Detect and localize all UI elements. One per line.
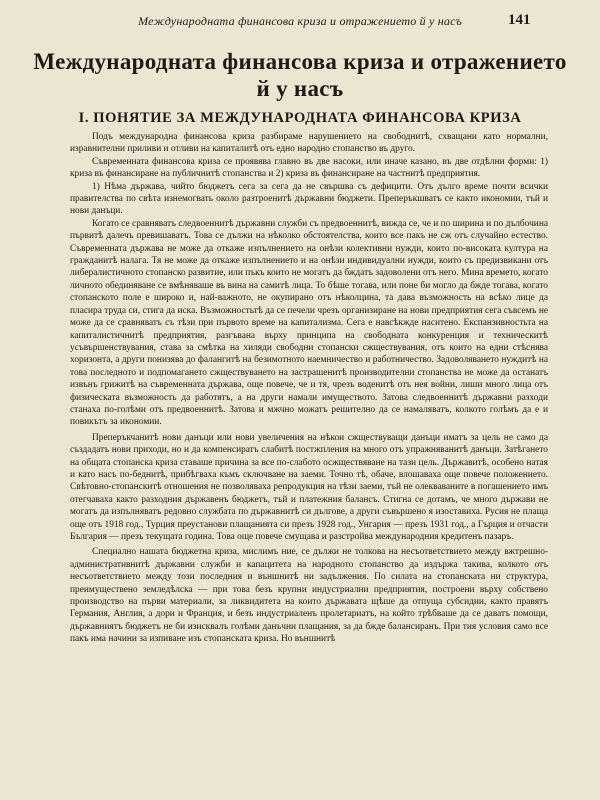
paragraph: Подъ международна финансова криза разбираме нарушението на свободнитѣ, схващани като нормални, изравнителни приливи и отливи на капиталитѣ отъ едно народно стопанство въ друго. [70,132,548,155]
running-head: Международната финансова криза и отражението й у насъ [138,14,462,28]
paragraph: 1) Нѣма държава, чийто бюджетъ сега за сега да не свършва съ дефицити. Отъ дълго време почти всички правителства по свѣта изнемогвать около разтроенитѣ държавни бюджети. Преперъкшватъ се както икономии, тъй и нови данъци. [70,181,548,217]
article-body [70,131,548,646]
paragraph: Преперъкчанитѣ нови данъци или нови увеличения на нѣкои сжществуващи данъци иматъ за цель не само да създадатъ нови приходи, но и да компенсиратъ слабитѣ постжпления на много отъ упражняванитѣ данъци. Затѣгането на общата стопанска криза ставаше причина за все по-слабото осжществяване на тази цель. Държавитѣ, особено натая и като насъ по-беднитѣ, прибѣгваха къмъ сключване на заеми. Точно тѣ, обаче, влошаваха още повече положението. Свѣтовно-стопанскитѣ отношения не позволяваха репродукция на тѣзи заеми, тъй не олекваваните в погашението имъ отегчаваха както разходния държавенъ бюджетъ, тъй и платежния балансъ. Стигна се дотамъ, че много държави не могатъ да изпълняватъ редовно службата по държавнитѣ си дългове, а други съвършено я изоставиха. Русия не плаща още отъ 1918 год., Турция преустанови плащанията си презъ 1928 год., Унгария — презъ 1931 год., а Гърция и отчасти България — презъ текущата година. Това още повече смущава и разстройва международния кредитенъ пазаръ. [70,432,548,542]
page-number: 141 [508,12,531,28]
paragraph: Специално нашата бюджетна криза, мислимъ ние, се дължи не толкова на несъответствието между вжтрешно-административнитѣ държавни служби и капацитета на народното стопанство да издържа такива, колкото отъ несъответствието между този последния и външнитѣ ни задължения. По силата на стопанската ни структура, преимуществено земледѣлска — при това безъ крупни индустриални предприятия, построени върху собствено производство на първи материали, за ликвидитета на които държавата щѣше да отпуща субсидии, както правятъ Германия, Англия, а дори и Франция, и безъ индустриаленъ пролетариатъ, на който трѣбваше да се даватъ помощи, държавниятъ бюджетъ не би изисквалъ голѣми данъчни плащания, за да бжде балансиранъ. При тия условия само все пакъ има начини за изпиване изъ стопанската криза. Но външнитѣ [70,547,548,645]
paragraph: Съвременната финансова криза се проявява главно въ две насоки, или иначе казано, въ две отдѣлни форми: 1) криза въ финансиране на публичнитѣ стопанства и 2) криза въ финансиране на частнитѣ предприятия. [70,156,548,180]
section-heading: I. ПОНЯТИЕ ЗА МЕЖДУНАРОДНАТА ФИНАНСОВА КРИЗА [78,110,522,126]
article-title: Международната финансова криза и отражението й у насъ [33,49,567,101]
paragraph: Когато се сравняватъ следвоеннитѣ държавни служби съ предвоеннитѣ, вижда се, че и по ширина и по дълбочина първитѣ далечъ превишаватъ. Това се дължи на нѣколко обстоятелства, които все пакъ не сж отъ случайно естество. Съвременната държава не може да откаже изпълнението на онѣзи колективни нужди, които по-високата култура на гражданитѣ налага. Тя не може да откаже изпълнението и на онѣзи индивидуални нужди, които съ предизвикани отъ либералистичното стопанско развитие, или пъкъ които не могатъ да бждатъ задоволени отъ него. Мина времето, когато личното обединяване се вмѣняваше въ вина на самитѣ лица. То бѣше тогава, или поне би могло да бжде тогава, когато стопанското поле е широко и, най-важното, не окупирано отъ нѣколцина, та дава възможность на всѣко лице да пласира труда си, стига да иска. Възможностьтѣ да се печели чрезъ организиране на нови предприятия сега съвсемъ не може да се сравняватъ съ тѣзи при първото време на капитализма. Сега е навсѣкжде наситено. Експанзивностьта на капиталистичнитѣ предприятия, разгъвана върху принципа на свободната конкуренция и техническитѣ усъвършенствувания, става за смѣтка на хиляди свободни стопански сжществувания, отъ които на едни стѣснява хоризонта, а други понизява до фалангитѣ на безимотното наемничество и работничество. Задоволяването нуждитѣ на това последното и подпомагането сжществуването на застрашенитѣ производителни стопанства не може да останатъ извънъ грижитѣ на съвременната държава, още повече, че и тя, чрезъ воденитѣ отъ нея войни, лиши много лица отъ физическата възможность да работятъ, а на други намали имуществото. Затова следвоеннитѣ държавни разходи станаха по-голѣми отъ предвоеннитѣ. Затова и мжчно можатъ решително да се намаляватъ, колкото голѣмъ да е и повикътъ за икономии. [70,218,548,428]
